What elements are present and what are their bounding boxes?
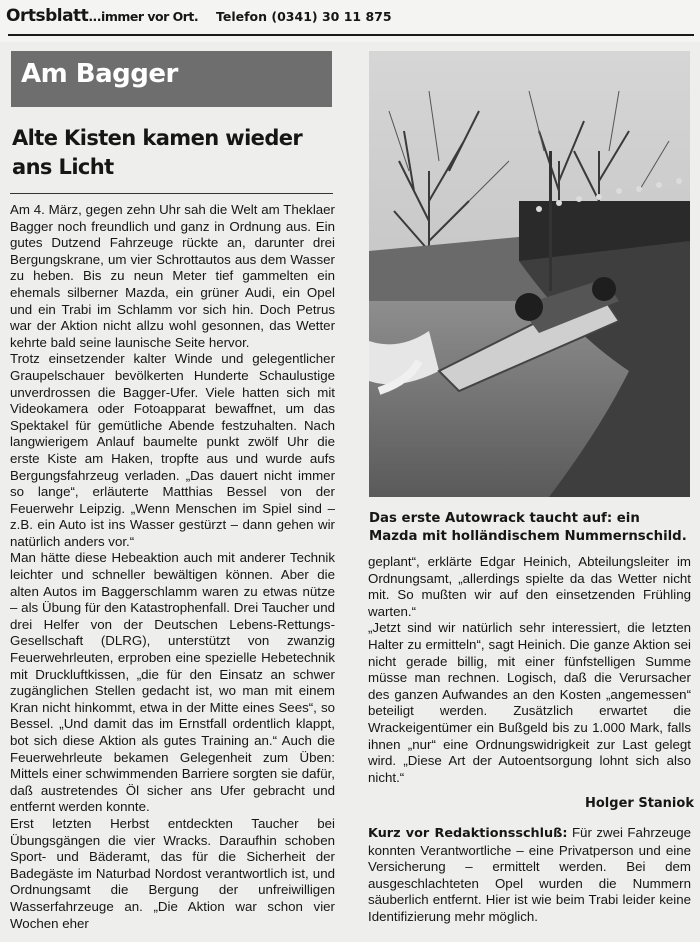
section-title: Am Bagger xyxy=(21,59,178,89)
phone-number: Telefon (0341) 30 11 875 xyxy=(216,9,392,24)
article-headline: Alte Kisten kamen wieder ans Licht xyxy=(12,126,303,179)
stop-press-label: Kurz vor Redaktionsschluß: xyxy=(368,826,568,841)
newspaper-brand xyxy=(6,6,198,26)
stop-press-text: Für zwei Fahrzeuge konnten Verantwortliche – eine Privatperson und eine Versicherung – ermittelt werden. Bei dem ausgeschlachteten Opel wurden die Nummern säuberlich entfernt. Hier ist wie beim Trabi leider keine Identifizierung mehr möglich. xyxy=(368,825,691,924)
photo-caption: Das erste Autowrack taucht auf: ein Mazda mit holländischem Nummernschild. xyxy=(369,511,687,544)
headline-divider xyxy=(10,193,333,194)
car-recovery-photo xyxy=(369,51,690,497)
brand-name: Ortsblatt xyxy=(6,6,89,26)
brand-slogan: ...immer vor Ort. xyxy=(88,9,199,24)
article-paragraph: „Jetzt sind wir natürlich sehr interessiert, die letzten Halter zu ermitteln“, sagt Heinich. Die ganze Aktion sei nicht gerade billig, mit einer fünfstelligen Summe müsse man rechnen. Logisch, daß die Verursacher des ganzen Aufwandes an den Kosten „angemessen“ beteiligt werden. Zusätzlich erwartet die Wrackeigentümer ein Bußgeld bis zu 1.000 Mark, falls ihnen „nur“ eine Ordnungswidrigkeit zur Last gelegt wird. „Diese Art der Autoentsorgung lohnt sich also nicht.“ xyxy=(368,620,691,785)
page-header xyxy=(0,0,700,42)
article-paragraph: Am 4. März, gegen zehn Uhr sah die Welt am Theklaer Bagger noch freundlich und ganz in Ordnung aus. Ein gutes Dutzend Fahrzeuge rückte an, darunter drei Bergungskrane, um vier Schrottautos aus dem Wasser zu heben. Bis zu neun Meter tief gammelten ein ehemals silberner Mazda, ein grüner Audi, ein Opel und ein Trabi im Schlamm vor sich hin. Doch Petrus war der Aktion nicht allzu wohl gesonnen, das Wetter kehrte bald seine launische Seite hervor. xyxy=(10,202,335,350)
header-divider xyxy=(8,34,694,36)
article-body-right xyxy=(368,554,691,786)
article-paragraph: Man hätte diese Hebeaktion auch mit anderer Technik leichter und schneller bewältigen können. Aber die alten Autos im Baggerschlamm waren zu etwas nütze – als Übung für den Katastrophenfall. Drei Taucher und drei Helfer von der Deutschen Lebens-Rettungs-Gesellschaft (DLRG), unterstützt von zwanzig Feuerwehrleuten, erproben eine spezielle Hebetechnik mit Druckluftkissen, „die für den Einsatz an schwer zugänglichen Stellen gedacht ist, wo man mit einem Kran nicht hinkommt, etwa in der Mitte eines Sees“, so Bessel. „Und damit das im Ernstfall ordentlich klappt, bot sich diese Aktion als gutes Training an.“ Auch die Feuerwehrleute bekamen Gelegenheit zum Üben: Mittels einer schwimmenden Barriere sorgten sie dafür, daß austretendes Öl sicher ans Ufer gebracht und entfernt werden konnte. xyxy=(10,550,335,815)
article-photo xyxy=(369,51,690,497)
article-paragraph: Trotz einsetzender kalter Winde und gelegentlicher Graupelschauer bevölkerten Hunderte Schaulustige unverdrossen die Bagger-Ufer. Viele hatten sich mit Videokamera oder Fotoapparat bewaffnet, um das Spektakel für gemütliche Abende festzuhalten. Nach langwierigem Anlauf baumelte punkt zwölf Uhr die erste Kiste am Haken, tropfte aus und wurde aufs Bergungsfahrzeug verladen. „Das dauert nicht immer so lange“, erläuterte Matthias Bessel von der Feuerwehr Leipzig. „Wenn Menschen im Spiel sind – z.B. ein Auto ist ins Wasser gestürzt – dann gehen wir natürlich anders vor.“ xyxy=(10,351,335,549)
stop-press xyxy=(368,825,691,926)
author-name: Holger Staniok xyxy=(585,796,694,811)
article-paragraph: geplant“, erklärte Edgar Heinich, Abteilungsleiter im Ordnungsamt, „allerdings spielte da das Wetter nicht mit. So mußten wir auf den einsetzenden Frühling warten.“ xyxy=(368,554,691,619)
article-body-left xyxy=(10,202,335,932)
article-paragraph: Erst letzten Herbst entdeckten Taucher bei Übungsgängen die vier Wracks. Daraufhin schoben Sport- und Bäderamt, das für die Sicherheit der Badegäste im Naturbad Nordost verantwortlich ist, und Ordnungsamt die Bergung der unfreiwilligen Wasserfahrzeuge an. „Die Aktion war schon vier Wochen eher xyxy=(10,815,335,931)
section-banner xyxy=(11,51,332,107)
